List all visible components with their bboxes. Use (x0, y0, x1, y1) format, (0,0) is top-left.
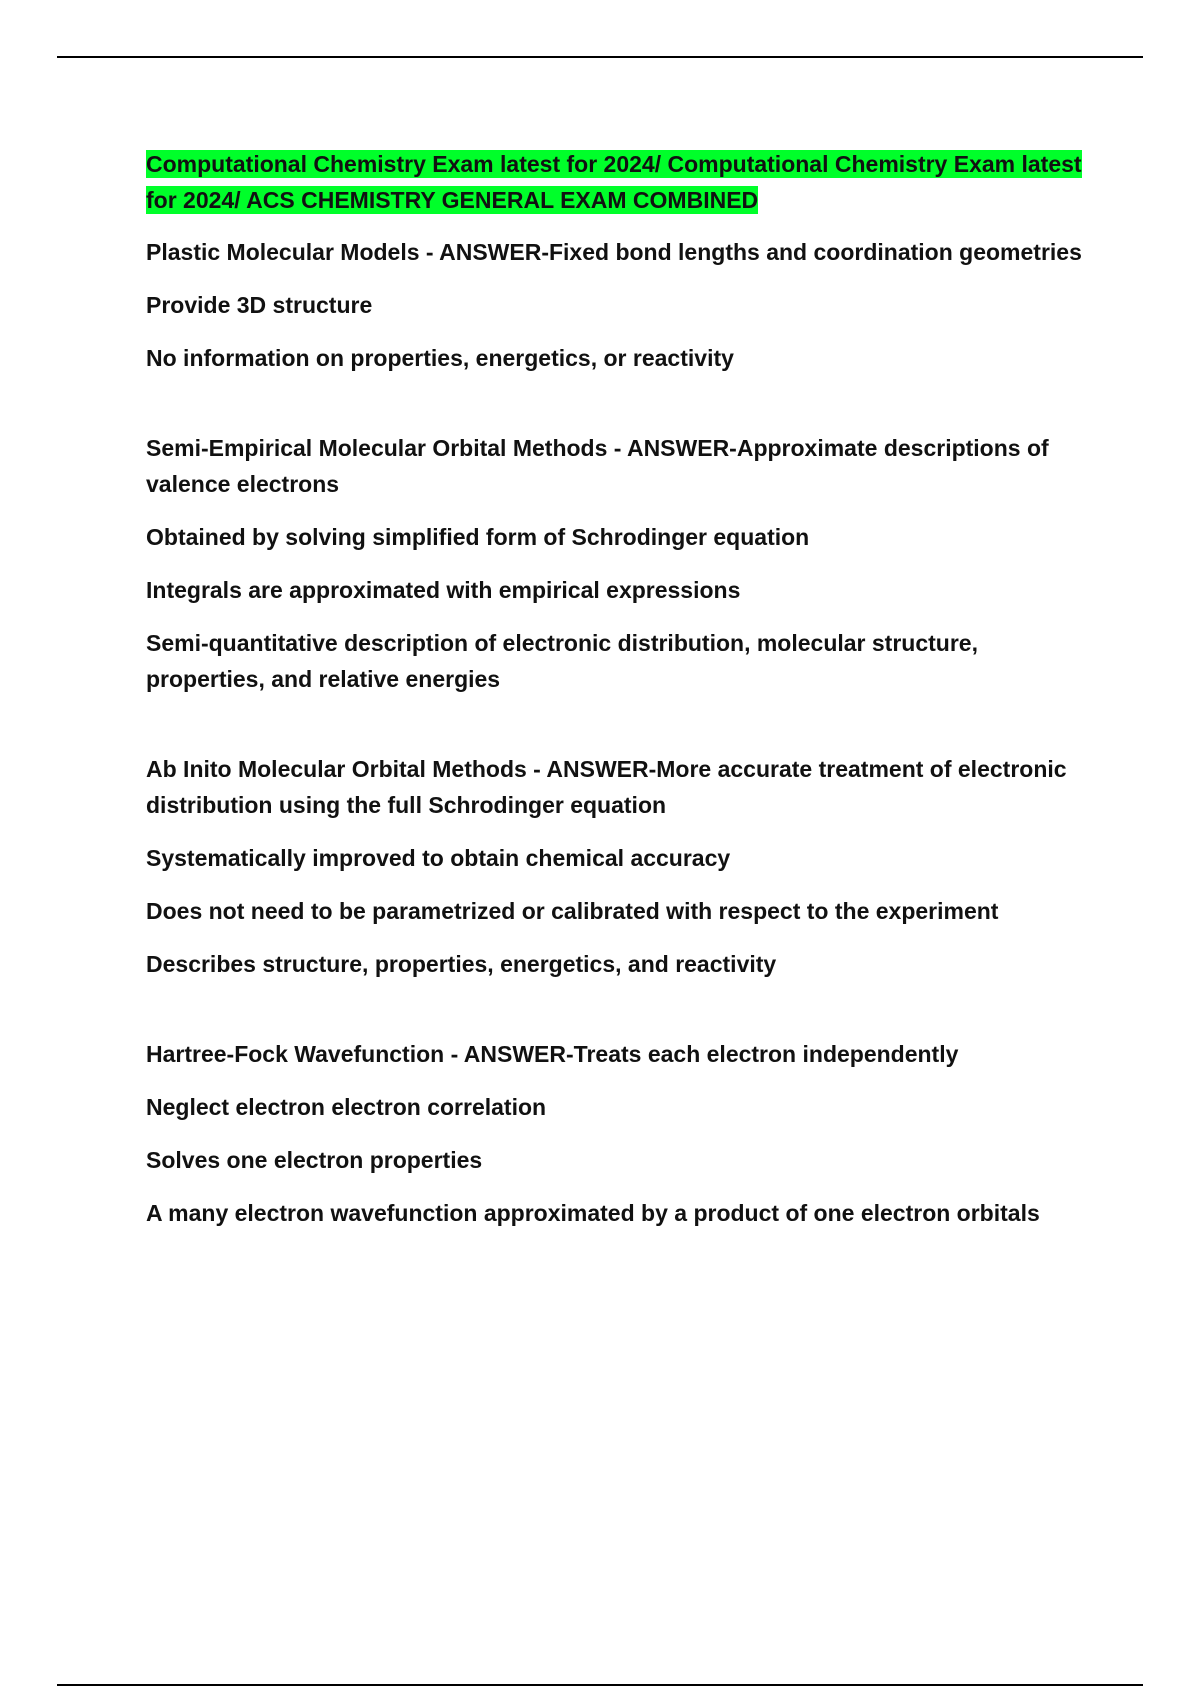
document-title (146, 146, 1096, 218)
section-ab-initio-methods (146, 751, 1096, 982)
answer-detail-line: Neglect electron electron correlation (146, 1094, 547, 1120)
answer-detail-line: No information on properties, energetics, or reactivity (146, 345, 734, 371)
answer-detail-line: Systematically improved to obtain chemical accuracy (146, 845, 731, 871)
answer-detail-line: Provide 3D structure (146, 292, 373, 318)
term-answer-line: Ab Inito Molecular Orbital Methods - ANSWER-More accurate treatment of electronic distribution using the full Schrodinger equation (146, 756, 1067, 818)
title-highlight: Computational Chemistry Exam latest for 2024/ Computational Chemistry Exam latest for 2024/ ACS CHEMISTRY GENERAL EXAM COMBINED (146, 151, 1082, 213)
section-plastic-molecular-models (146, 234, 1096, 376)
answer-detail-line: Does not need to be parametrized or calibrated with respect to the experiment (146, 898, 999, 924)
section-hartree-fock (146, 1036, 1096, 1231)
answer-detail-line: Describes structure, properties, energetics, and reactivity (146, 951, 777, 977)
footer-rule (57, 1684, 1143, 1686)
header-rule (57, 56, 1143, 58)
section-semi-empirical-methods (146, 430, 1096, 697)
answer-detail-line: A many electron wavefunction approximated by a product of one electron orbitals (146, 1200, 1040, 1226)
answer-detail-line: Integrals are approximated with empirical expressions (146, 577, 741, 603)
term-answer-line: Hartree-Fock Wavefunction - ANSWER-Treats each electron independently (146, 1041, 959, 1067)
term-answer-line: Semi-Empirical Molecular Orbital Methods - ANSWER-Approximate descriptions of valence electrons (146, 435, 1049, 497)
document-body (146, 146, 1096, 1248)
term-answer-line: Plastic Molecular Models - ANSWER-Fixed bond lengths and coordination geometries (146, 239, 1082, 265)
answer-detail-line: Semi-quantitative description of electronic distribution, molecular structure, properties, and relative energies (146, 630, 978, 692)
answer-detail-line: Obtained by solving simplified form of Schrodinger equation (146, 524, 810, 550)
answer-detail-line: Solves one electron properties (146, 1147, 483, 1173)
